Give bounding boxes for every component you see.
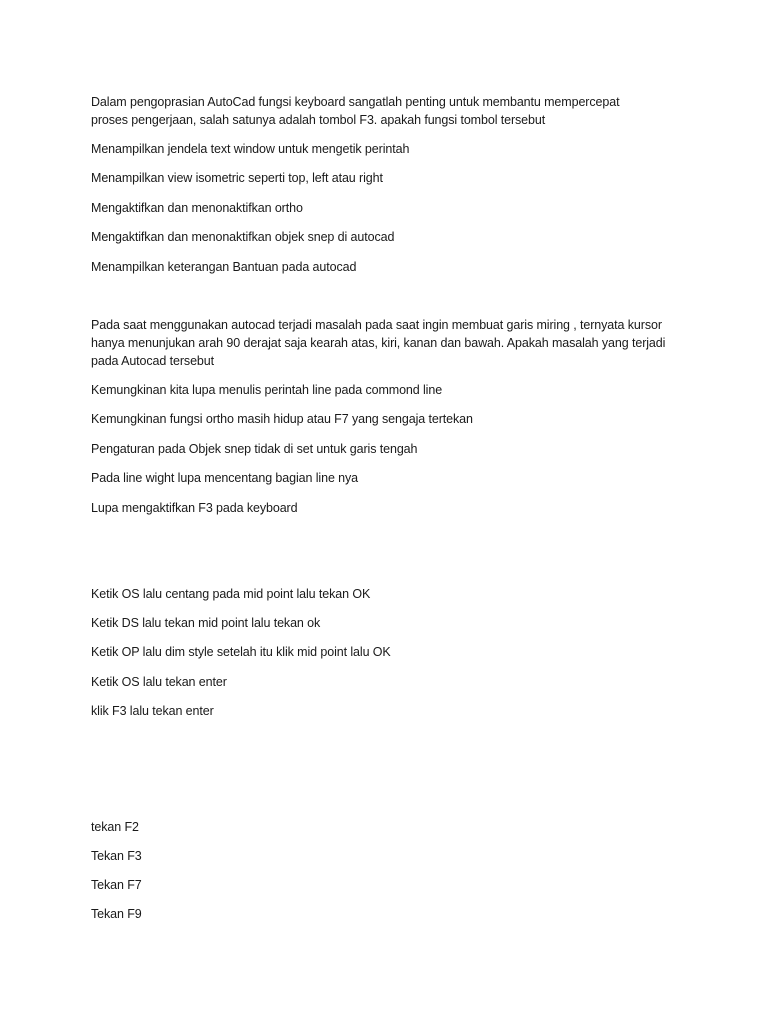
question-4-option-2: Tekan F3 [91, 849, 142, 863]
question-2-text [91, 316, 691, 370]
question-2-option-3: Pengaturan pada Objek snep tidak di set untuk garis tengah [91, 442, 418, 456]
question-3-option-2: Ketik DS lalu tekan mid point lalu tekan ok [91, 616, 321, 630]
question-3-option-4: Ketik OS lalu tekan enter [91, 675, 227, 689]
question-4-option-4: Tekan F9 [91, 907, 142, 921]
question-4-option-1: tekan F2 [91, 820, 139, 834]
question-2-option-1: Kemungkinan kita lupa menulis perintah line pada commond line [91, 383, 443, 397]
question-1-option-3: Mengaktifkan dan menonaktifkan ortho [91, 201, 303, 215]
question-2-line-1: Pada saat menggunakan autocad terjadi masalah pada saat ingin membuat garis miring , ternyata kursor [91, 318, 662, 332]
question-2-option-4: Pada line wight lupa mencentang bagian line nya [91, 471, 359, 485]
question-1-line-2: proses pengerjaan, salah satunya adalah tombol F3. apakah fungsi tombol tersebut [91, 113, 546, 127]
question-1-text [91, 93, 691, 129]
question-3-option-5: klik F3 lalu tekan enter [91, 704, 214, 718]
question-3-option-1: Ketik OS lalu centang pada mid point lalu tekan OK [91, 587, 371, 601]
question-1-option-5: Menampilkan keterangan Bantuan pada autocad [91, 260, 357, 274]
question-1-option-4: Mengaktifkan dan menonaktifkan objek snep di autocad [91, 230, 395, 244]
question-3-option-3: Ketik OP lalu dim style setelah itu klik mid point lalu OK [91, 645, 391, 659]
question-2-line-2: hanya menunjukan arah 90 derajat saja kearah atas, kiri, kanan dan bawah. Apakah masalah yang terjadi [91, 336, 666, 350]
question-1-option-2: Menampilkan view isometric seperti top, left atau right [91, 171, 383, 185]
question-1-option-1: Menampilkan jendela text window untuk mengetik perintah [91, 142, 410, 156]
question-4-option-3: Tekan F7 [91, 878, 142, 892]
question-1-line-1: Dalam pengoprasian AutoCad fungsi keyboard sangatlah penting untuk membantu mempercepat [91, 95, 620, 109]
question-2-option-2: Kemungkinan fungsi ortho masih hidup atau F7 yang sengaja tertekan [91, 412, 473, 426]
question-2-option-5: Lupa mengaktifkan F3 pada keyboard [91, 501, 298, 515]
question-2-line-3: pada Autocad tersebut [91, 354, 214, 368]
